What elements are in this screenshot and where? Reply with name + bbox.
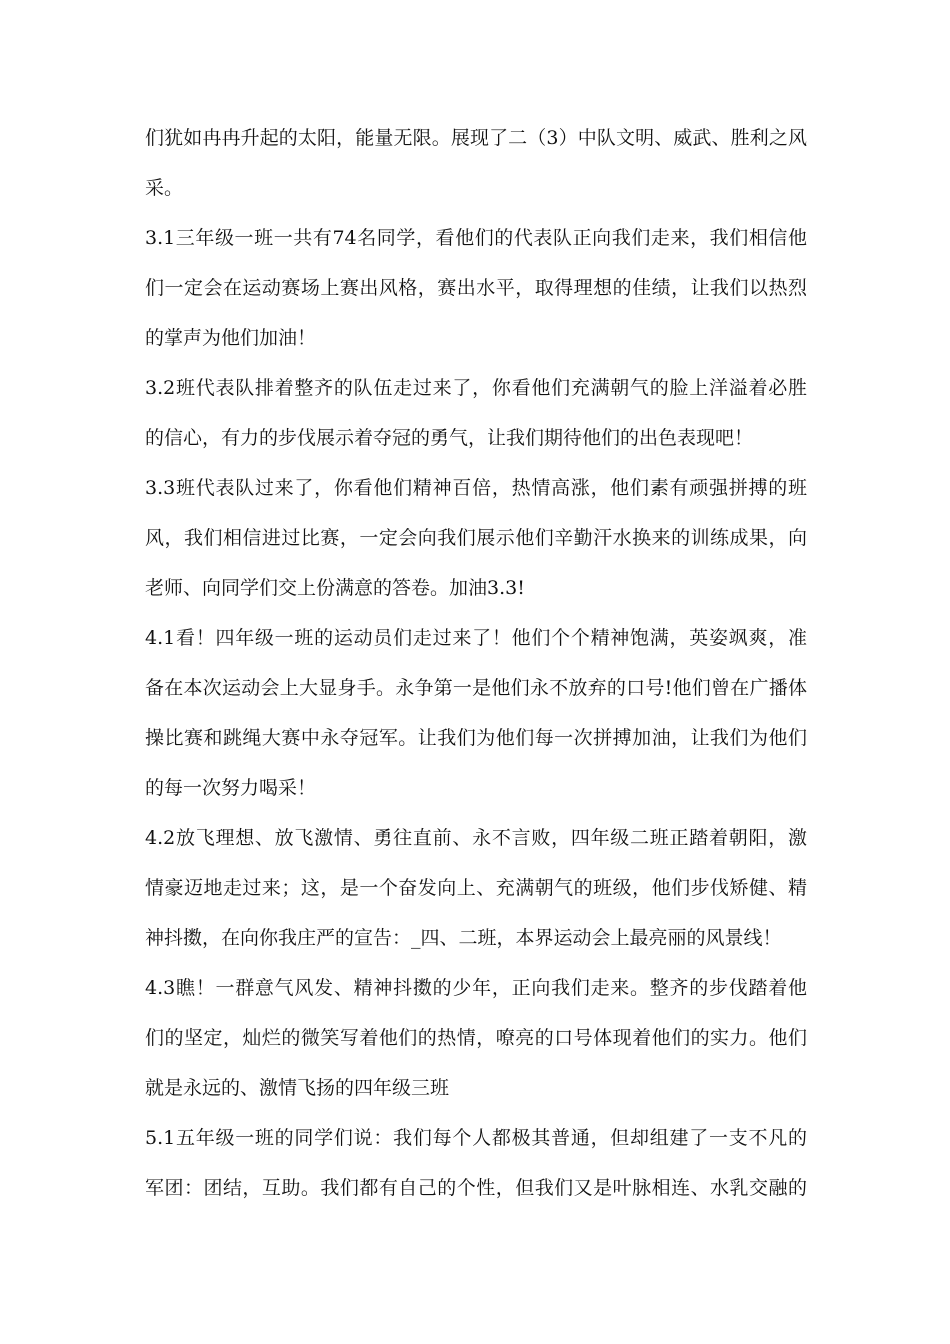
text-line: 就是永远的、激情飞扬的四年级三班 xyxy=(145,1077,450,1099)
text-line: 5.1五年级一班的同学们说：我们每个人都极其普通，但却组建了一支不凡的 xyxy=(145,1127,807,1149)
text-line: 军团：团结，互助。我们都有自己的个性，但我们又是叶脉相连、水乳交融的 xyxy=(145,1177,807,1199)
text-line: 们犹如冉冉升起的太阳，能量无限。展现了二（3）中队文明、威武、胜利之风 xyxy=(145,127,807,149)
text-line: 4.1看！四年级一班的运动员们走过来了！他们个个精神饱满，英姿飒爽，准 xyxy=(145,627,807,649)
text-line: 们的坚定，灿烂的微笑写着他们的热情，嘹亮的口号体现着他们的实力。他们 xyxy=(145,1027,807,1049)
text-line: 采。 xyxy=(145,177,184,199)
body-text xyxy=(145,119,807,1219)
text-line: 备在本次运动会上大显身手。永争第一是他们永不放弃的口号!他们曾在广播体 xyxy=(145,677,807,699)
text-line: 的每一次努力喝采！ xyxy=(145,777,317,799)
text-line: 3.3班代表队过来了，你看他们精神百倍，热情高涨，他们素有顽强拼搏的班 xyxy=(145,477,807,499)
text-line: 4.2放飞理想、放飞激情、勇往直前、永不言败，四年级二班正踏着朝阳，激 xyxy=(145,827,807,849)
text-line: 3.2班代表队排着整齐的队伍走过来了，你看他们充满朝气的脸上洋溢着必胜 xyxy=(145,377,807,399)
text-line: 操比赛和跳绳大赛中永夺冠军。让我们为他们每一次拼搏加油，让我们为他们 xyxy=(145,727,807,749)
text-line: 风，我们相信进过比赛，一定会向我们展示他们辛勤汗水换来的训练成果，向 xyxy=(145,527,807,549)
text-line: 神抖擞，在向你我庄严的宣告：_四、二班，本界运动会上最亮丽的风景线！ xyxy=(145,927,782,949)
text-line: 3.1三年级一班一共有74名同学，看他们的代表队正向我们走来，我们相信他 xyxy=(145,227,807,249)
text-line: 情豪迈地走过来；这，是一个奋发向上、充满朝气的班级，他们步伐矫健、精 xyxy=(145,877,807,899)
text-line: 老师、向同学们交上份满意的答卷。加油3.3! xyxy=(145,577,525,599)
text-line: 4.3瞧！一群意气风发、精神抖擞的少年，正向我们走来。整齐的步伐踏着他 xyxy=(145,977,807,999)
text-line: 们一定会在运动赛场上赛出风格，赛出水平，取得理想的佳绩，让我们以热烈 xyxy=(145,277,807,299)
text-line: 的信心，有力的步伐展示着夺冠的勇气，让我们期待他们的出色表现吧！ xyxy=(145,427,754,449)
text-line: 的掌声为他们加油！ xyxy=(145,327,317,349)
